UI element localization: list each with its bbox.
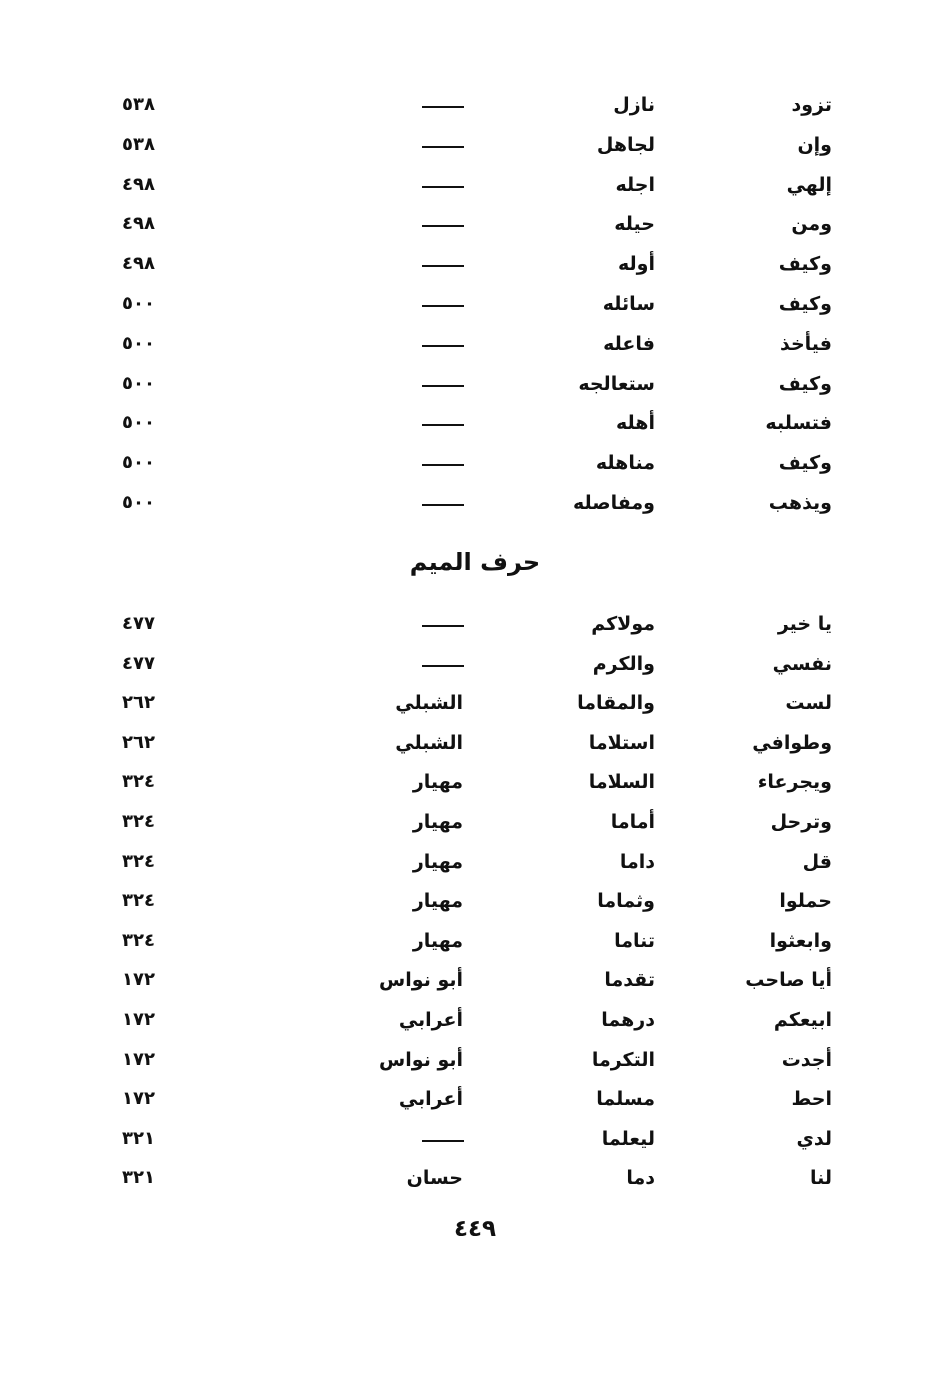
section-heading-mim: حرف الميم [409, 548, 541, 576]
poet-name: مهيار [412, 850, 463, 873]
page-reference: ١٧٢ [122, 1088, 155, 1110]
page-reference: ٣٢٤ [122, 929, 155, 951]
verse-first-word: قل [802, 850, 832, 873]
verse-rhyme-word: دما [626, 1167, 655, 1190]
verse-first-word: احط [791, 1088, 832, 1111]
page-reference: ٥٠٠ [122, 372, 155, 394]
index-row [0, 403, 950, 443]
verse-first-word: وإن [797, 133, 832, 156]
unknown-poet-dash [422, 106, 464, 108]
poet-name: مهيار [412, 890, 463, 913]
index-row [0, 881, 950, 921]
index-row [0, 723, 950, 763]
verse-first-word: حملوا [779, 890, 832, 913]
unknown-poet-dash [422, 305, 464, 307]
index-row [0, 842, 950, 882]
verse-rhyme-word: وثماما [597, 890, 655, 913]
poet-name: مهيار [412, 771, 463, 794]
verse-first-word: تزود [791, 94, 832, 116]
page-reference: ٣٢٤ [122, 811, 155, 832]
verse-rhyme-word: تقدما [604, 969, 655, 992]
verse-rhyme-word: استلاما [588, 731, 655, 754]
verse-first-word: وكيف [778, 293, 832, 315]
verse-first-word: ابيعكم [773, 1009, 832, 1031]
unknown-poet-dash [422, 146, 464, 148]
unknown-poet-dash [422, 385, 464, 387]
unknown-poet-dash [422, 186, 464, 188]
poet-name: أبو نواس [379, 969, 463, 992]
index-row [0, 284, 950, 324]
unknown-poet-dash [422, 345, 464, 347]
unknown-poet-dash [422, 504, 464, 506]
verse-rhyme-word: فاعله [603, 332, 655, 355]
verse-first-word: وترحل [770, 811, 832, 833]
verse-first-word: فيأخذ [780, 332, 832, 355]
verse-rhyme-word: والمقاما [577, 692, 655, 715]
verse-first-word: أجدت [781, 1048, 832, 1071]
page-reference: ٤٩٨ [122, 173, 155, 195]
page-number: ٤٤٩ [453, 1216, 497, 1242]
verse-rhyme-word: مسلما [596, 1088, 655, 1111]
page-reference: ٤٧٧ [122, 613, 155, 634]
poet-name: أبو نواس [379, 1048, 463, 1071]
index-row [0, 85, 950, 125]
verse-first-word: فتسلبه [765, 412, 832, 435]
verse-first-word: إلهي [786, 173, 832, 196]
index-row [0, 1158, 950, 1198]
index-row [0, 762, 950, 802]
index-row [0, 960, 950, 1000]
verse-first-word: لدي [796, 1127, 832, 1150]
verse-first-word: وطوافي [752, 731, 832, 754]
index-row [0, 1079, 950, 1119]
poet-name: مهيار [412, 929, 463, 952]
poet-name: حسان [406, 1167, 463, 1190]
verse-first-word: وكيف [778, 372, 832, 395]
index-row [0, 604, 950, 644]
verse-first-word: يا خير [777, 613, 832, 635]
verse-rhyme-word: تناما [614, 929, 655, 952]
index-row [0, 364, 950, 404]
poet-name: أعرابي [398, 1009, 463, 1031]
index-row [0, 683, 950, 723]
unknown-poet-dash [422, 225, 464, 227]
poet-name: الشبلي [395, 692, 463, 715]
page-reference: ٣٢٤ [122, 771, 155, 793]
verse-rhyme-word: سائله [602, 293, 655, 315]
page-reference: ١٧٢ [122, 969, 155, 991]
index-row [0, 204, 950, 244]
verse-rhyme-word: حيله [614, 213, 655, 236]
page-reference: ٣٢٤ [122, 890, 155, 912]
verse-rhyme-word: التكرما [591, 1048, 655, 1071]
index-row [0, 1000, 950, 1040]
verse-rhyme-word: أوله [618, 253, 655, 276]
index-row [0, 165, 950, 205]
verse-rhyme-word: ومفاصله [572, 492, 655, 514]
verse-rhyme-word: لجاهل [596, 133, 655, 156]
index-row [0, 324, 950, 364]
verse-rhyme-word: ليعلما [601, 1127, 655, 1150]
verse-rhyme-word: والكرم [592, 652, 655, 675]
unknown-poet-dash [422, 464, 464, 466]
unknown-poet-dash [422, 265, 464, 267]
verse-first-word: ويذهب [768, 492, 832, 514]
poet-name: مهيار [412, 811, 463, 833]
verse-rhyme-word: مولاكم [591, 613, 655, 635]
page-reference: ٥٠٠ [122, 293, 155, 314]
page-reference: ١٧٢ [122, 1048, 155, 1070]
verse-first-word: وكيف [778, 452, 832, 475]
verse-first-word: وكيف [778, 253, 832, 276]
verse-first-word: لست [785, 692, 832, 715]
page-reference: ٣٢١ [122, 1167, 155, 1189]
index-row [0, 1040, 950, 1080]
page-reference: ٣٢١ [122, 1127, 155, 1149]
unknown-poet-dash [422, 625, 464, 627]
unknown-poet-dash [422, 665, 464, 667]
verse-first-word: وابعثوا [769, 929, 832, 952]
page-reference: ٢٦٢ [122, 731, 155, 753]
index-row [0, 1119, 950, 1159]
verse-rhyme-word: اجله [615, 173, 655, 196]
index-row [0, 921, 950, 961]
verse-rhyme-word: مناهله [595, 452, 655, 475]
verse-rhyme-word: أهله [616, 412, 655, 435]
index-row [0, 802, 950, 842]
unknown-poet-dash [422, 424, 464, 426]
verse-first-word: نفسي [772, 652, 832, 675]
verse-first-word: ويجرعاء [757, 771, 832, 794]
page-reference: ٤٩٨ [122, 213, 155, 235]
verse-rhyme-word: داما [619, 850, 655, 873]
verse-rhyme-word: درهما [601, 1009, 655, 1031]
index-row [0, 244, 950, 284]
page-reference: ١٧٢ [122, 1009, 155, 1030]
verse-first-word: أيا صاحب [745, 969, 832, 992]
verse-first-word: ومن [791, 213, 832, 236]
page-reference: ٤٧٧ [122, 652, 155, 674]
page-reference: ٥٠٠ [122, 332, 155, 354]
verse-rhyme-word: أماما [610, 811, 655, 833]
verse-first-word: لنا [809, 1167, 832, 1190]
unknown-poet-dash [422, 1140, 464, 1142]
page-reference: ٣٢٤ [122, 850, 155, 872]
page-reference: ٥٠٠ [122, 412, 155, 434]
index-row [0, 483, 950, 523]
index-row [0, 443, 950, 483]
index-row [0, 644, 950, 684]
page-reference: ٥٠٠ [122, 492, 155, 513]
page-reference: ٥٣٨ [122, 94, 155, 115]
verse-rhyme-word: السلاما [588, 771, 655, 794]
page-reference: ٥٠٠ [122, 452, 155, 474]
page-reference: ٥٣٨ [122, 133, 155, 155]
page-reference: ٢٦٢ [122, 692, 155, 714]
verse-rhyme-word: نازل [613, 94, 655, 116]
page-reference: ٤٩٨ [122, 253, 155, 275]
index-row [0, 125, 950, 165]
verse-rhyme-word: ستعالجه [578, 372, 655, 395]
poet-name: الشبلي [395, 731, 463, 754]
poet-name: أعرابي [398, 1088, 463, 1111]
